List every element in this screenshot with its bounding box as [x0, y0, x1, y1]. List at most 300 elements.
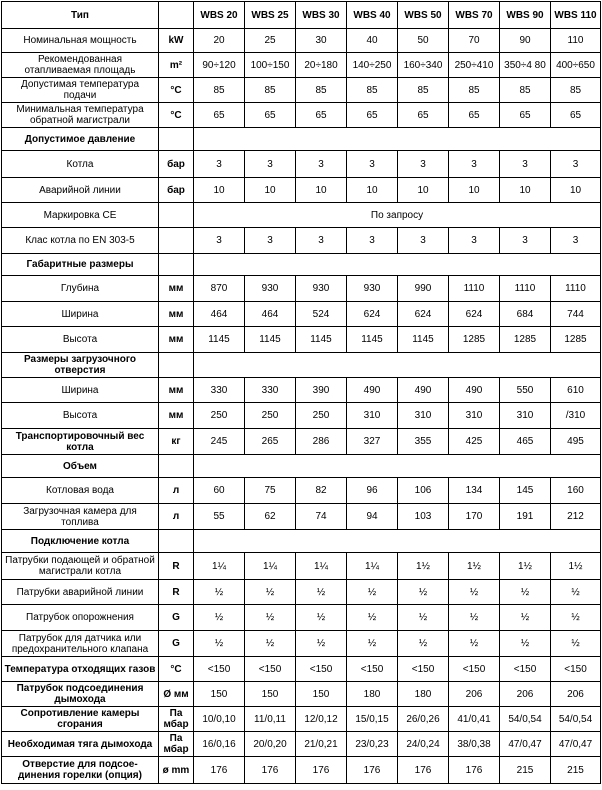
row-label: Аварийной линии	[2, 178, 159, 203]
unit-cell: кг	[159, 429, 194, 455]
row-label: Маркировка CE	[2, 203, 159, 228]
spec-table	[1, 1, 601, 784]
value-cell: 1½	[500, 553, 551, 580]
value-cell: 176	[398, 757, 449, 784]
value-cell: 330	[245, 378, 296, 403]
row-label: Рекомендованная отапливаемая площадь	[2, 53, 159, 78]
table-row	[2, 29, 601, 53]
value-cell: 74	[296, 504, 347, 530]
value-cell: 1¼	[296, 553, 347, 580]
value-cell: 310	[500, 403, 551, 429]
value-cell: 26/0,26	[398, 707, 449, 732]
model-header: WBS 70	[449, 2, 500, 29]
value-cell: 23/0,23	[347, 732, 398, 757]
value-cell: 930	[245, 276, 296, 302]
unit-header	[159, 2, 194, 29]
table-row	[2, 553, 601, 580]
value-cell: 490	[449, 378, 500, 403]
value-cell: 150	[296, 682, 347, 707]
value-cell: 250÷410	[449, 53, 500, 78]
unit-cell: мм	[159, 327, 194, 353]
value-cell: <150	[398, 657, 449, 682]
value-cell: 250	[245, 403, 296, 429]
value-cell: ½	[296, 605, 347, 631]
value-cell: 180	[398, 682, 449, 707]
value-cell: 206	[449, 682, 500, 707]
table-row	[2, 302, 601, 327]
value-cell: 65	[500, 103, 551, 128]
value-cell: 1145	[296, 327, 347, 353]
unit-cell	[159, 228, 194, 254]
value-cell: 495	[551, 429, 601, 455]
unit-cell	[159, 203, 194, 228]
unit-cell: kW	[159, 29, 194, 53]
model-header: WBS 40	[347, 2, 398, 29]
model-header: WBS 90	[500, 2, 551, 29]
value-cell: 65	[449, 103, 500, 128]
value-cell: 624	[347, 302, 398, 327]
value-cell: 3	[449, 151, 500, 178]
value-cell: 176	[296, 757, 347, 784]
value-cell: 176	[245, 757, 296, 784]
model-header: WBS 20	[194, 2, 245, 29]
table-row	[2, 504, 601, 530]
value-cell: 54/0,54	[551, 707, 601, 732]
row-label: Патрубок опорожнения	[2, 605, 159, 631]
value-cell: 250	[194, 403, 245, 429]
section-row	[2, 530, 601, 553]
unit-cell	[159, 254, 194, 276]
value-cell: ½	[551, 605, 601, 631]
unit-cell: бар	[159, 178, 194, 203]
model-header: WBS 25	[245, 2, 296, 29]
value-cell: 930	[347, 276, 398, 302]
row-label: Котла	[2, 151, 159, 178]
value-cell: ½	[500, 631, 551, 657]
table-row	[2, 403, 601, 429]
value-cell: 85	[398, 78, 449, 103]
value-cell: 160÷340	[398, 53, 449, 78]
value-cell: ½	[398, 580, 449, 605]
section-title: Габаритные размеры	[2, 254, 159, 276]
value-cell: 20÷180	[296, 53, 347, 78]
value-cell: 624	[449, 302, 500, 327]
header-row	[2, 2, 601, 29]
row-label: Ширина	[2, 378, 159, 403]
value-cell: ½	[296, 631, 347, 657]
value-cell: 310	[449, 403, 500, 429]
value-cell: 96	[347, 478, 398, 504]
value-cell: ½	[449, 580, 500, 605]
row-label: Номинальная мощность	[2, 29, 159, 53]
value-cell: 10	[398, 178, 449, 203]
value-cell: 1½	[449, 553, 500, 580]
section-title: Подключение котла	[2, 530, 159, 553]
value-cell: <150	[296, 657, 347, 682]
value-cell: 134	[449, 478, 500, 504]
value-cell: 65	[347, 103, 398, 128]
value-cell: 180	[347, 682, 398, 707]
value-cell: 465	[500, 429, 551, 455]
value-cell: 103	[398, 504, 449, 530]
value-cell: 94	[347, 504, 398, 530]
model-header: WBS 50	[398, 2, 449, 29]
row-label: Сопротивление камеры сгорания	[2, 707, 159, 732]
value-cell: 10	[194, 178, 245, 203]
value-cell: 610	[551, 378, 601, 403]
section-filler	[194, 128, 601, 151]
value-cell: 1½	[398, 553, 449, 580]
value-cell: 624	[398, 302, 449, 327]
section-filler	[194, 254, 601, 276]
unit-cell: ø mm	[159, 757, 194, 784]
value-cell: 85	[347, 78, 398, 103]
value-cell: 40	[347, 29, 398, 53]
value-cell: 550	[500, 378, 551, 403]
row-label: Патрубок подсоединения дымохода	[2, 682, 159, 707]
value-cell: 11/0,11	[245, 707, 296, 732]
row-label: Допустимая температура подачи	[2, 78, 159, 103]
value-cell: 170	[449, 504, 500, 530]
value-cell: <150	[551, 657, 601, 682]
value-cell: 1½	[551, 553, 601, 580]
value-cell: ½	[347, 580, 398, 605]
value-cell: ½	[551, 631, 601, 657]
unit-cell: G	[159, 631, 194, 657]
section-filler	[194, 530, 601, 553]
value-cell: ½	[245, 580, 296, 605]
value-cell: 350÷4 80	[500, 53, 551, 78]
value-cell: 70	[449, 29, 500, 53]
table-row	[2, 151, 601, 178]
section-title: Объем	[2, 455, 159, 478]
table-row	[2, 327, 601, 353]
value-cell: 1285	[551, 327, 601, 353]
value-cell: ½	[296, 580, 347, 605]
row-label: Загрузочная камера для топлива	[2, 504, 159, 530]
value-cell: 140÷250	[347, 53, 398, 78]
value-cell: 110	[551, 29, 601, 53]
value-cell: 310	[398, 403, 449, 429]
value-cell: 3	[347, 228, 398, 254]
value-cell: 355	[398, 429, 449, 455]
value-cell: 3	[347, 151, 398, 178]
value-cell: 464	[194, 302, 245, 327]
value-cell: 24/0,24	[398, 732, 449, 757]
row-label: Глубина	[2, 276, 159, 302]
value-cell: 10	[500, 178, 551, 203]
unit-cell: мм	[159, 276, 194, 302]
table-row	[2, 53, 601, 78]
value-cell: 490	[347, 378, 398, 403]
value-cell: 1145	[194, 327, 245, 353]
row-label: Высота	[2, 327, 159, 353]
section-row	[2, 254, 601, 276]
value-cell: 310	[347, 403, 398, 429]
row-label: Транспортировочный вес котла	[2, 429, 159, 455]
value-cell: 25	[245, 29, 296, 53]
table-row	[2, 203, 601, 228]
value-cell: 145	[500, 478, 551, 504]
value-cell: 176	[347, 757, 398, 784]
row-label: Ширина	[2, 302, 159, 327]
value-cell: ½	[449, 605, 500, 631]
value-cell: 176	[194, 757, 245, 784]
section-row	[2, 128, 601, 151]
table-row	[2, 429, 601, 455]
value-cell: 160	[551, 478, 601, 504]
value-cell: 3	[194, 151, 245, 178]
value-cell: 47/0,47	[551, 732, 601, 757]
value-cell: 215	[551, 757, 601, 784]
merged-value: По запросу	[194, 203, 601, 228]
section-filler	[194, 455, 601, 478]
model-header: WBS 30	[296, 2, 347, 29]
value-cell: 85	[551, 78, 601, 103]
value-cell: 1285	[500, 327, 551, 353]
value-cell: 16/0,16	[194, 732, 245, 757]
value-cell: <150	[449, 657, 500, 682]
table-row	[2, 78, 601, 103]
type-header: Тип	[2, 2, 159, 29]
unit-cell: л	[159, 504, 194, 530]
unit-cell: мм	[159, 403, 194, 429]
value-cell: 1¼	[347, 553, 398, 580]
value-cell: 990	[398, 276, 449, 302]
value-cell: 3	[398, 228, 449, 254]
value-cell: 65	[398, 103, 449, 128]
value-cell: 3	[500, 228, 551, 254]
value-cell: ½	[194, 605, 245, 631]
unit-cell: R	[159, 553, 194, 580]
section-row	[2, 455, 601, 478]
value-cell: 90÷120	[194, 53, 245, 78]
value-cell: 10	[551, 178, 601, 203]
value-cell: 870	[194, 276, 245, 302]
table-row	[2, 657, 601, 682]
value-cell: 1¼	[245, 553, 296, 580]
row-label: Котловая вода	[2, 478, 159, 504]
row-label: Необходимая тяга дымохода	[2, 732, 159, 757]
value-cell: 75	[245, 478, 296, 504]
table-row	[2, 682, 601, 707]
row-label: Патрубки аварийной линии	[2, 580, 159, 605]
table-row	[2, 732, 601, 757]
value-cell: 85	[296, 78, 347, 103]
value-cell: ½	[245, 605, 296, 631]
table-row	[2, 605, 601, 631]
row-label: Патрубок для датчика или предохранительного клапана	[2, 631, 159, 657]
value-cell: 206	[551, 682, 601, 707]
value-cell: 400÷650	[551, 53, 601, 78]
unit-cell	[159, 353, 194, 378]
section-filler	[194, 353, 601, 378]
value-cell: 1145	[398, 327, 449, 353]
value-cell: <150	[194, 657, 245, 682]
value-cell: 3	[194, 228, 245, 254]
value-cell: 41/0,41	[449, 707, 500, 732]
value-cell: 206	[500, 682, 551, 707]
unit-cell	[159, 128, 194, 151]
unit-cell: Па мбар	[159, 732, 194, 757]
value-cell: 100÷150	[245, 53, 296, 78]
unit-cell	[159, 455, 194, 478]
value-cell: 212	[551, 504, 601, 530]
value-cell: 20/0,20	[245, 732, 296, 757]
table-row	[2, 707, 601, 732]
row-label: Высота	[2, 403, 159, 429]
value-cell: 65	[245, 103, 296, 128]
value-cell: 20	[194, 29, 245, 53]
value-cell: 464	[245, 302, 296, 327]
unit-cell: Ø мм	[159, 682, 194, 707]
value-cell: 85	[194, 78, 245, 103]
unit-cell: °C	[159, 657, 194, 682]
model-header: WBS 110	[551, 2, 601, 29]
value-cell: 3	[398, 151, 449, 178]
value-cell: 82	[296, 478, 347, 504]
value-cell: ½	[500, 580, 551, 605]
value-cell: 215	[500, 757, 551, 784]
value-cell: 55	[194, 504, 245, 530]
value-cell: <150	[500, 657, 551, 682]
value-cell: 30	[296, 29, 347, 53]
value-cell: 60	[194, 478, 245, 504]
value-cell: 3	[245, 228, 296, 254]
value-cell: 327	[347, 429, 398, 455]
value-cell: <150	[245, 657, 296, 682]
value-cell: ½	[500, 605, 551, 631]
unit-cell: Па мбар	[159, 707, 194, 732]
value-cell: 1¼	[194, 553, 245, 580]
unit-cell: мм	[159, 302, 194, 327]
value-cell: 85	[500, 78, 551, 103]
value-cell: 54/0,54	[500, 707, 551, 732]
unit-cell	[159, 530, 194, 553]
value-cell: 10	[347, 178, 398, 203]
value-cell: ½	[245, 631, 296, 657]
value-cell: 3	[449, 228, 500, 254]
value-cell: 930	[296, 276, 347, 302]
value-cell: 12/0,12	[296, 707, 347, 732]
row-label: Отверстие для подсое-динения горелки (опция)	[2, 757, 159, 784]
row-label: Клас котла по EN 303-5	[2, 228, 159, 254]
value-cell: 744	[551, 302, 601, 327]
value-cell: 65	[194, 103, 245, 128]
value-cell: 85	[449, 78, 500, 103]
row-label: Температура отходящих газов	[2, 657, 159, 682]
value-cell: 150	[245, 682, 296, 707]
value-cell: 38/0,38	[449, 732, 500, 757]
value-cell: 47/0,47	[500, 732, 551, 757]
value-cell: <150	[347, 657, 398, 682]
unit-cell: G	[159, 605, 194, 631]
value-cell: ½	[347, 631, 398, 657]
table-row	[2, 178, 601, 203]
value-cell: 62	[245, 504, 296, 530]
value-cell: 245	[194, 429, 245, 455]
row-label: Минимальная температура обратной магистрали	[2, 103, 159, 128]
value-cell: 286	[296, 429, 347, 455]
table-row	[2, 228, 601, 254]
value-cell: ½	[398, 631, 449, 657]
value-cell: 3	[500, 151, 551, 178]
value-cell: 3	[551, 228, 601, 254]
table-row	[2, 757, 601, 784]
value-cell: 390	[296, 378, 347, 403]
section-row	[2, 353, 601, 378]
value-cell: 10	[245, 178, 296, 203]
value-cell: 15/0,15	[347, 707, 398, 732]
value-cell: 10/0,10	[194, 707, 245, 732]
table-row	[2, 276, 601, 302]
value-cell: 1110	[500, 276, 551, 302]
value-cell: ½	[194, 631, 245, 657]
value-cell: 65	[551, 103, 601, 128]
unit-cell: R	[159, 580, 194, 605]
value-cell: 90	[500, 29, 551, 53]
unit-cell: m²	[159, 53, 194, 78]
section-title: Размеры загрузочного отверстия	[2, 353, 159, 378]
table-row	[2, 631, 601, 657]
value-cell: 250	[296, 403, 347, 429]
value-cell: 265	[245, 429, 296, 455]
value-cell: ½	[449, 631, 500, 657]
value-cell: 3	[296, 151, 347, 178]
value-cell: 684	[500, 302, 551, 327]
value-cell: 3	[245, 151, 296, 178]
value-cell: ½	[347, 605, 398, 631]
value-cell: 524	[296, 302, 347, 327]
value-cell: 425	[449, 429, 500, 455]
unit-cell: °C	[159, 103, 194, 128]
value-cell: 21/0,21	[296, 732, 347, 757]
value-cell: /310	[551, 403, 601, 429]
value-cell: 1145	[245, 327, 296, 353]
table-row	[2, 103, 601, 128]
value-cell: 330	[194, 378, 245, 403]
value-cell: 1285	[449, 327, 500, 353]
value-cell: 191	[500, 504, 551, 530]
section-title: Допустимое давление	[2, 128, 159, 151]
unit-cell: л	[159, 478, 194, 504]
value-cell: 1110	[551, 276, 601, 302]
unit-cell: мм	[159, 378, 194, 403]
value-cell: 106	[398, 478, 449, 504]
value-cell: ½	[398, 605, 449, 631]
table-row	[2, 478, 601, 504]
value-cell: 50	[398, 29, 449, 53]
table-row	[2, 378, 601, 403]
unit-cell: бар	[159, 151, 194, 178]
value-cell: 150	[194, 682, 245, 707]
value-cell: 1110	[449, 276, 500, 302]
value-cell: 10	[449, 178, 500, 203]
row-label: Патрубки подающей и обратной магистрали котла	[2, 553, 159, 580]
unit-cell: °C	[159, 78, 194, 103]
value-cell: 3	[551, 151, 601, 178]
value-cell: 10	[296, 178, 347, 203]
value-cell: 3	[296, 228, 347, 254]
value-cell: ½	[194, 580, 245, 605]
value-cell: 85	[245, 78, 296, 103]
value-cell: 176	[449, 757, 500, 784]
table-row	[2, 580, 601, 605]
value-cell: 1145	[347, 327, 398, 353]
value-cell: ½	[551, 580, 601, 605]
value-cell: 490	[398, 378, 449, 403]
value-cell: 65	[296, 103, 347, 128]
